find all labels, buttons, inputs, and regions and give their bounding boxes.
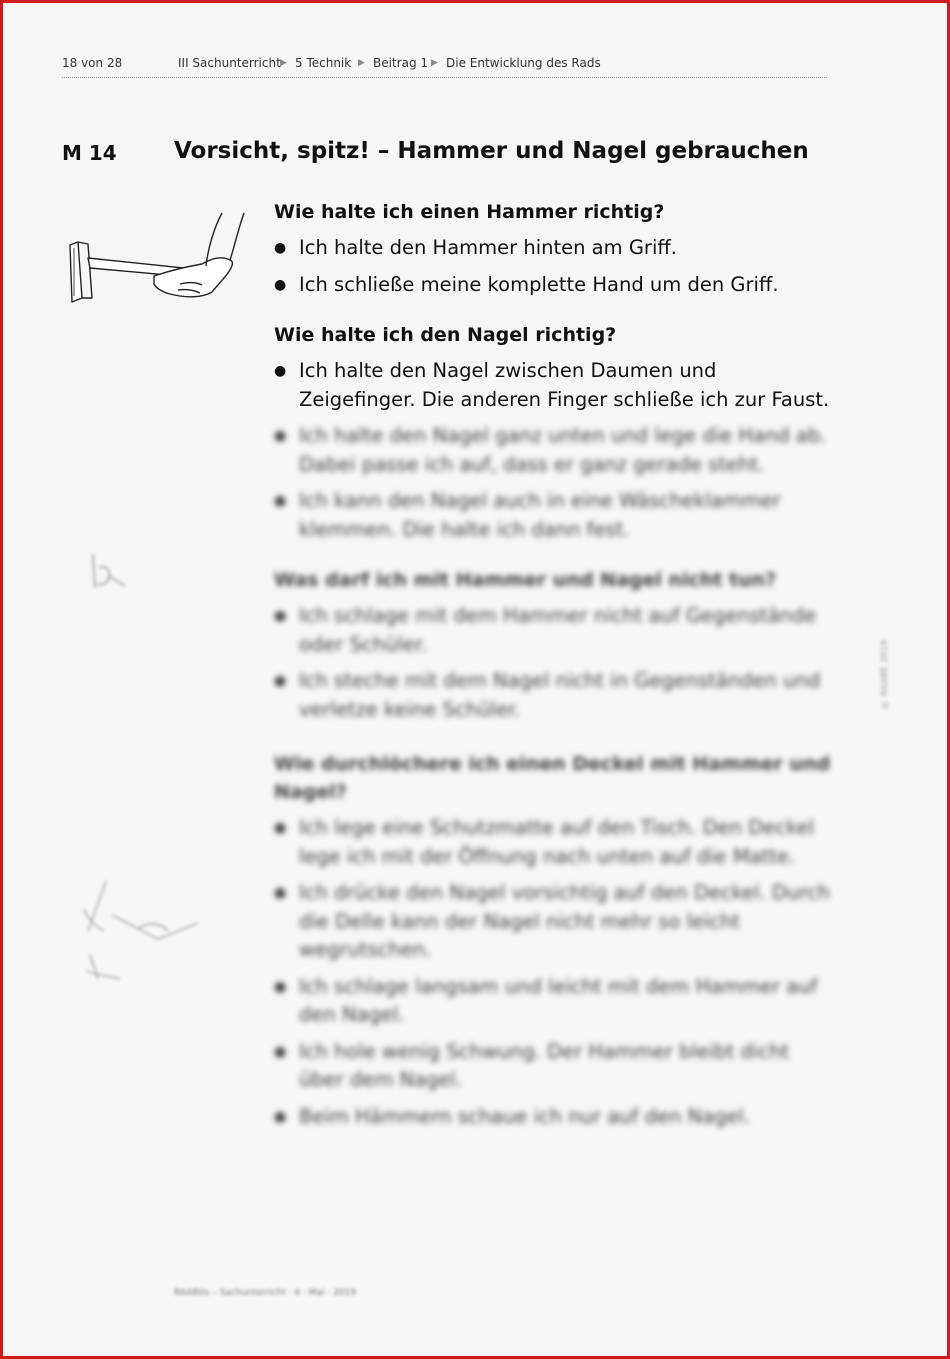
list-item: ● Ich steche mit dem Nagel nicht in Gegenständen und verletze keine Schüler. [274,667,834,724]
breadcrumb-1: III Sachunterricht [178,56,281,70]
question-perforate-lid: Wie durchlöchere ich einen Deckel mit Hammer und Nagel? [274,753,831,803]
list-item: ● Ich hole wenig Schwung. Der Hammer bleibt dicht über dem Nagel. [274,1038,834,1095]
breadcrumb-arrow-icon: ▶ [280,58,287,68]
list-item: ● Ich drücke den Nagel vorsichtig auf den Deckel. Durch die Delle kann der Nagel nicht mehr so leicht wegrutschen. [274,879,834,965]
list-item: ● Ich schließe meine komplette Hand um den Griff. [274,271,834,300]
list-item: ● Ich schlage mit dem Hammer nicht auf Gegenstände oder Schüler. [274,602,834,659]
hammer-hand-illustration [62,208,252,308]
page-title: Vorsicht, spitz! – Hammer und Nagel gebrauchen [174,138,809,164]
list-item: ● Beim Hämmern schaue ich nur auf den Nagel. [274,1103,834,1132]
breadcrumb-3: Beitrag 1 [373,56,429,70]
question-not-allowed: Was darf ich mit Hammer und Nagel nicht tun? [274,569,777,591]
page-footer: RAABits – Sachunterricht · 4 · Mai · 2019 [174,1288,357,1298]
answer-list [274,602,834,724]
breadcrumb-arrow-icon: ▶ [358,58,365,68]
breadcrumb-arrow-icon: ▶ [431,58,438,68]
list-item: ● Ich schlage langsam und leicht mit dem Hammer auf den Nagel. [274,973,834,1030]
list-item: ● Ich halte den Nagel ganz unten und lege die Hand ab. Dabei passe ich auf, dass er ganz gerade steht. [274,422,834,479]
breadcrumb-2: 5 Technik [295,56,352,70]
hammering-lid-sketch [78,875,248,990]
list-item: ● Ich halte den Hammer hinten am Griff. [274,234,834,263]
page-header [62,55,827,78]
list-item: ● Ich lege eine Schutzmatte auf den Tisch. Den Deckel lege ich mit der Öffnung nach unten auf die Matte. [274,814,834,871]
content-area [274,198,834,1153]
question-nail-hold: Wie halte ich den Nagel richtig? [274,324,617,346]
answer-list [274,234,834,299]
list-item: ● Ich halte den Nagel zwischen Daumen und Zeigefinger. Die anderen Finger schließe ich zur Faust. [274,357,834,414]
answer-list [274,814,834,1131]
breadcrumb-4: Die Entwicklung des Rads [446,56,601,70]
list-item: ● Ich kann den Nagel auch in eine Wäscheklammer klemmen. Die halte ich dann fest. [274,487,834,544]
page-number: 18 von 28 [62,56,123,70]
copyright-note: © RAABE 2019 [880,640,890,709]
answer-list [274,357,834,544]
nail-hand-sketch [85,548,145,598]
material-tag: M 14 [62,141,117,165]
question-hammer-hold: Wie halte ich einen Hammer richtig? [274,201,665,223]
